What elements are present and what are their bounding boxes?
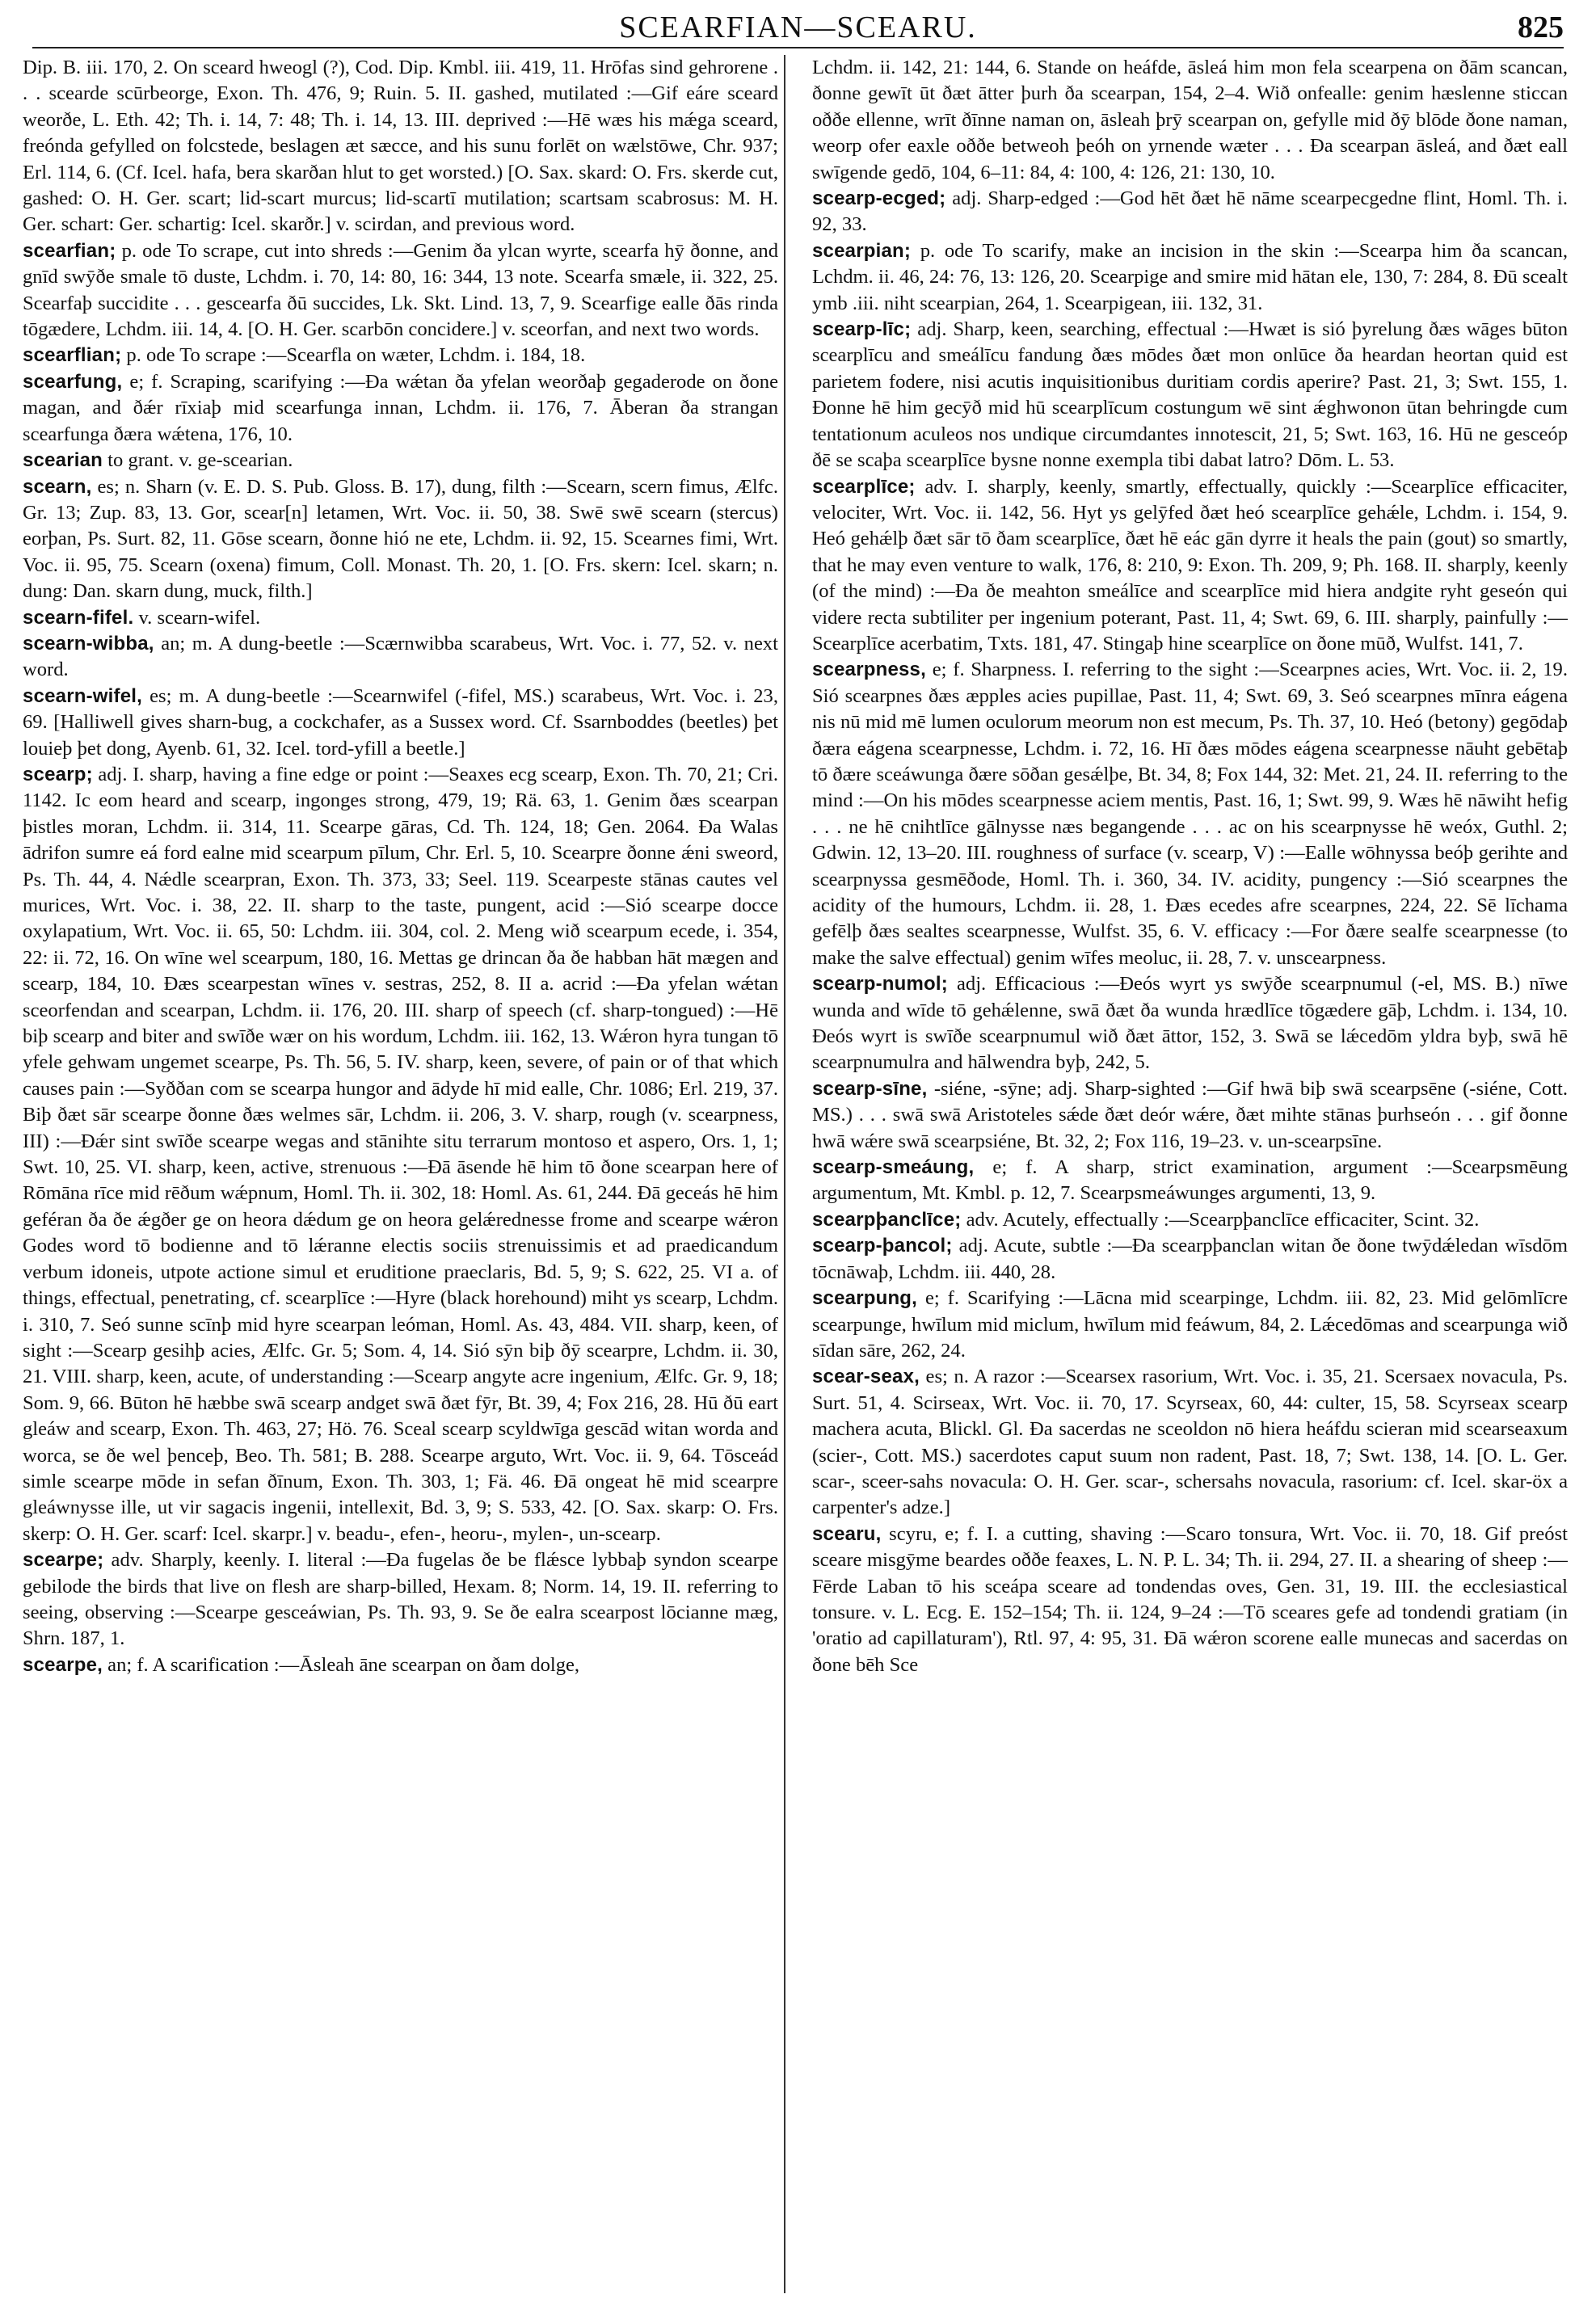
dictionary-entry <box>812 317 1568 474</box>
dictionary-entry <box>23 1547 778 1652</box>
dictionary-entry <box>812 1076 1568 1155</box>
entry-headword: scearpe; <box>23 1549 104 1572</box>
dictionary-entry <box>812 1207 1568 1233</box>
entry-text: es; n. A razor :—Scearsex rasorium, Wrt. Voc. i. 35, 21. Scersaex novacula, Ps. Surt. 51, 4. Scirseax, Wrt. Voc. ii. 70, 17. Scyrseax, 60, 44: culter, 15, 58. Scyrseax scearp machera acuta, Blickl. Gl. Ða sacerdas ne sceoldon nō hiera heáfdu scieran mid scearseaxum (scier-, Cott. MS.) sacerdotes caput suum non radent, Past. 18, 7; Swt. 138, 14. [O. L. Ger. scar-, sceer-sahs novacula: O. H. Ger. scar-, schersahs novacula, rasorium: cf. Icel. skar-öx a carpenter's adze.] <box>812 1366 1568 1519</box>
entry-headword: scearp; <box>23 763 93 785</box>
dictionary-entry <box>812 1364 1568 1521</box>
entry-headword: scearfung, <box>23 370 123 393</box>
dictionary-entry <box>23 448 778 474</box>
entry-text: adj. Sharp, keen, searching, effectual :—Hwæt is sió þyrelung ðæs wāges būton scearplīcu and smeálīcu fandung ðæs mōdes ðæt mon onlūce ða heardan heortan quid est parietem fodere, nisi acutis inquisitionibus duritiam cordis aperire? Past. 21, 3; Swt. 155, 1. Ðonne hē him gecȳð mid hū scearplīcum costungum wē sint ǽghwonon ūtan behringde cum tentationum aculeos nos undique circumdantes innotescit, 21, 5; Swt. 163, 16. Hū ne gesceóp ðē se scaþa scearplīce bysne nonne exempla tibi dabat latro? Dōm. L. 53. <box>812 318 1568 472</box>
left-column <box>23 55 778 2301</box>
entry-text: adj. Sharp-edged :—God hēt ðæt hē nāme scearpecgedne flint, Homl. Th. i. 92, 33. <box>812 187 1568 236</box>
dictionary-entry <box>812 1155 1568 1207</box>
dictionary-entry <box>23 631 778 684</box>
entry-headword: scearp-sīne, <box>812 1077 928 1100</box>
entry-text: e; f. Scarifying :—Lācna mid scearpinge, Lchdm. iii. 82, 23. Mid gelōmlīcre scearpunge, hwīlum mid miclum, hwīlum mid feáwum, 84, 2. Lǽcedōmas and scearpunga wið sīdan sāre, 262, 24. <box>812 1287 1568 1362</box>
entry-text: p. ode To scrape, cut into shreds :—Genim ða ylcan wyrte, scearfa hȳ ðonne, and gnīd swȳðe smale tō duste, Lchdm. i. 70, 14: 80, 16: 344, 13 note. Scearfa smæle, ii. 322, 25. Scearfaþ succidite . . . gescearfa ðū succides, Lk. Skt. Lind. 13, 7, 9. Scearfige ealle ðās rinda tōgædere, Lchdm. iii. 14, 4. [O. H. Ger. scarbōn concidere.] v. sceorfan, and next two words. <box>23 239 778 341</box>
entry-headword: scearpung, <box>812 1287 918 1310</box>
dictionary-entry <box>23 474 778 605</box>
entry-headword: scearn-wibba, <box>23 632 154 655</box>
entry-headword: scearp-smeáung, <box>812 1156 975 1179</box>
entry-text: es; n. Sharn (v. E. D. S. Pub. Gloss. B. 17), dung, filth :—Scearn, scern fimus, Ælfc. Gr. 13; Zup. 83, 13. Gor, scear[n] letamen, Wrt. Voc. ii. 50, 38. Swē swē scearn (stercus) eorþan, Ps. Surt. 82, 11. Gōse scearn, ðonne hió ne ete, Lchdm. ii. 92, 15. Scearnes fimi, Wrt. Voc. ii. 95, 75. Scearn (oxena) fimum, Coll. Monast. Th. 20, 1. [O. Frs. skern: Icel. skarn; n. dung: Dan. skarn dung, muck, filth.] <box>23 475 778 603</box>
dictionary-entry <box>812 186 1568 238</box>
entry-text: adv. Sharply, keenly. I. literal :—Ða fugelas ðe be flǽsce lybbaþ syndon scearpe gebilode the birds that live on flesh are sharp-billed, Hexam. 8; Norm. 14, 19. II. referring to seeing, observing :—Scearpe gesceáwian, Ps. Th. 93, 9. Se ðe ealra scearpost lōcianne mæg, Shrn. 187, 1. <box>23 1549 778 1650</box>
entry-headword: scearpian; <box>812 239 912 262</box>
dictionary-entry <box>23 1652 778 1678</box>
entry-headword: scear-seax, <box>812 1366 920 1388</box>
entry-headword: scearplīce; <box>812 475 916 498</box>
entry-text: es; m. A dung-beetle :—Scearnwifel (-fifel, MS.) scarabeus, Wrt. Voc. i. 23, 69. [Halliwell gives sharn-bug, a cockchafer, as a Sussex word. Cf. Ssarnboddes (beetles) þet louieþ þet dong, Ayenb. 61, 32. Icel. tord-yfill a beetle.] <box>23 684 778 760</box>
entry-text: scyru, e; f. I. a cutting, shaving :—Scaro tonsura, Wrt. Voc. ii. 70, 18. Gif preóst sceare misgȳme beardes oððe feaxes, L. N. P. L. 34; Th. ii. 294, 27. II. a shearing of sheep :—Fērde Laban tō his sceápa sceare ad tondendas oves, Gen. 31, 19. III. the ecclesiastical tonsure. v. L. Ecg. E. 152–154; Th. ii. 124, 9–24 :—Tō sceares gefe ad tondendi gratiam (in 'oratio ad capillaturam'), Rtl. 97, 4: 95, 31. Ðā wǽron scorene ealle munecas and sacerdas on ðone bēh Sce <box>812 1522 1568 1676</box>
entry-headword: scearp-ecged; <box>812 187 946 210</box>
dictionary-entry <box>23 684 778 762</box>
entry-text: p. ode To scrape :—Scearfla on wæter, Lchdm. i. 184, 18. <box>126 344 586 367</box>
entry-text: to grant. v. ge-scearian. <box>107 449 293 472</box>
dictionary-entry <box>812 1233 1568 1286</box>
entry-headword: scearian <box>23 449 103 472</box>
entry-text: Lchdm. ii. 142, 21: 144, 6. Stande on heáfde, āsleá him mon fela scearpena on ðām scancan, ðonne gewīt ūt ðæt ātter þurh ða scearpan, 154, 2–4. Wið onfealle: genim hæslenne sticcan oððe ellenne, wrīt ðīnne naman on, āsleah þrȳ scearpan on, gefylle mid ðȳ blōde ðone naman, weorp ofer eaxle oððe betweoh þeóh on yrnende wæter . . . Ða scearpan āsleá, and ðæt eall swīgende gedō, 104, 6–11: 84, 4: 100, 4: 126, 21: 130, 10. <box>812 57 1568 183</box>
dictionary-entry <box>812 55 1568 186</box>
entry-text: an; f. A scarification :—Āsleah āne scearpan on ðam dolge, <box>107 1653 580 1676</box>
page-title: SCEARFIAN—SCEARU. <box>619 11 977 44</box>
dictionary-entry <box>23 238 778 343</box>
entry-text: adj. Acute, subtle :—Ða scearpþanclan witan ðe ðone twȳdǽledan wīsdōm tōcnāwaþ, Lchdm. iii. 440, 28. <box>812 1235 1568 1283</box>
entry-headword: scearpness, <box>812 659 926 681</box>
dictionary-entry <box>812 238 1568 317</box>
running-head <box>32 10 1564 48</box>
entry-text: e; f. A sharp, strict examination, argument :—Scearpsmēung argumentum, Mt. Kmbl. p. 12, 7. Scearpsmeáwunges argumenti, 13, 9. <box>812 1156 1568 1205</box>
dictionary-entry <box>23 762 778 1547</box>
entry-headword: scearu, <box>812 1522 882 1545</box>
entry-text: adj. Efficacious :—Ðeós wyrt ys swȳðe scearpnumul (-el, MS. B.) nīwe wunda and wīde tō gehǽlenne, swā ðæt ða wunda hrædlīce tōgædere gāþ, Lchdm. i. 134, 10. Ðeós wyrt is swīðe scearpnumul wið ðæt āttor, 152, 3. Swā se lǽcedōm yldra byþ, swā hē scearpnumulra and hālwendra byþ, 242, 5. <box>812 973 1568 1074</box>
entry-headword: scearp-þancol; <box>812 1235 953 1257</box>
dictionary-entry <box>23 55 778 238</box>
entry-headword: scearpe, <box>23 1653 103 1676</box>
dictionary-entry <box>812 971 1568 1076</box>
right-column <box>812 55 1568 2301</box>
entry-headword: scearflian; <box>23 344 122 367</box>
entry-text: an; m. A dung-beetle :—Scærnwibba scarabeus, Wrt. Voc. i. 77, 52. v. next word. <box>23 632 778 681</box>
entry-headword: scearp-numol; <box>812 973 948 996</box>
entry-text: adv. I. sharply, keenly, smartly, effectually, quickly :—Scearplīce efficaciter, velociter, Wrt. Voc. ii. 142, 56. Hyt ys gelȳfed ðæt heó scearplīce gehǽle, Lchdm. i. 154, 9. Heó gehǽlþ ðæt sār tō ðam scearplīce, ðæt hē eác gān dyrre it heals the pain (gout) so smartly, that he may even venture to walk, 176, 8: 210, 9: Exon. Th. 209, 9; Ph. 168. II. sharply, keenly (of the mind) :—Ða ðe meahton smeálīce and scearplīce mid hiera andgite ryht geseón qui videre recta subtiliter per ingenium poterant, Past. 11, 4; Swt. 69, 6. III. sharply, painfully :—Scearplīce acerbatim, Txts. 181, 47. Stingaþ hine scearplīce on ðone mūð, Wulfst. 141, 7. <box>812 475 1568 655</box>
column-divider <box>784 55 785 2293</box>
entry-headword: scearn-fifel. <box>23 606 134 629</box>
dictionary-entry <box>812 1522 1568 1678</box>
entry-text: e; f. Sharpness. I. referring to the sight :—Scearpnes acies, Wrt. Voc. ii. 2, 19. Sió scearpnes ðæs æpples acies pupillae, Past. 11, 4; Swt. 69, 3. Seó scearpnes mīnra eágena nis nū mid mē lumen oculorum meorum non est mecum, Ps. Th. 37, 10. Heó (betony) gegōdaþ ðæra eágena scearpnesse, Lchdm. i. 72, 16. Hī ðæs mōdes eágena scearpnesse nāuht gebētaþ tō ðære sceáwunga ðære sōðan gesǽlþe, Bt. 34, 8; Fox 144, 32: Met. 21, 24. II. referring to the mind :—On his mōdes scearpnesse aciem mentis, Past. 16, 1; Swt. 99, 9. Wæs hē nāwiht hefig . . . ne hē cnihtlīce gālnysse næs begangende . . . ac on his scearpnysse hē weóx, Guthl. 2; Gdwin. 12, 13–20. III. roughness of surface (v. scearp, V) :—Ealle wōhnyssa beóþ gerihte and scearpnyssa gesmēðode, Homl. Th. i. 360, 34. IV. acidity, pungency :—Sió scearpnes the acidity of the humours, Lchdm. ii. 28, 1. Ðæs ecedes afre scearpnes, 224, 22. Sē līchama gefēlþ ðæs sealtes scearpnesse, Wulfst. 35, 6. V. efficacy :—For ðære sealfe scearpnesse (to make the salve effectual) genim wīfes meoluc, ii. 28, 7. v. unscearpness. <box>812 659 1568 969</box>
entry-headword: scearp-līc; <box>812 318 912 341</box>
entry-text: e; f. Scraping, scarifying :—Ða wǽtan ða yfelan weorðaþ gegaderode on ðone magan, and ðǽr rīxiaþ mid scearfunga innan, Lchdm. ii. 176, 7. Āberan ða strangan scearfunga ðæra wǽtena, 176, 10. <box>23 370 778 445</box>
entry-text: -siéne, -sȳne; adj. Sharp-sighted :—Gif hwā biþ swā scearpsēne (-siéne, Cott. MS.) . . . swā swā Aristoteles sǽde ðæt deór wǽre, ðæt mihte stānas þurhseón . . . gif ðonne hwā wǽre swā scearpsiéne, Bt. 32, 2; Fox 116, 19–23. v. un-scearpsīne. <box>812 1077 1568 1152</box>
entry-headword: scearn-wifel, <box>23 684 142 707</box>
entry-text: adj. I. sharp, having a fine edge or point :—Seaxes ecg scearp, Exon. Th. 70, 21; Cri. 1142. Ic eom heard and scearp, ingonges strong, 479, 19; Rä. 63, 1. Genim ðæs scearpan þistles moran, Lchdm. ii. 314, 11. Scearpe gāras, Cd. Th. 124, 18; Gen. 2064. Ða Walas ādrifon sumre eá ford ealne mid scearpum pīlum, Chr. Erl. 5, 10. Scearpre ðonne ǽni sweord, Ps. Th. 44, 4. Nǽdle scearpran, Exon. Th. 373, 33; Seel. 119. Scearpeste stānas cautes vel murices, Wrt. Voc. i. 38, 22. II. sharp to the taste, pungent, acid :—Sió scearpe docce oxylapatium, Wrt. Voc. ii. 65, 50: Lchdm. iii. 304, col. 2. Meng wið scearpum ecede, i. 354, 22: ii. 72, 16. On wīne wel scearpum, 180, 16. Mettas ge drincan ða ðe habban hāt mægen and scearp, 184, 10. Ðæs scearpestan wīnes v. sestras, 252, 8. II a. acrid :—Ða yfelan wǽtan sceorfendan and scearpan, Lchdm. ii. 176, 20. III. sharp of speech (cf. sharp-tongued) :—Hē biþ scearp and biter and swīðe wær on his wordum, Lchdm. iii. 162, 13. Wǽron hyra tungan tō yfele gehwam ungemet scearpe, Ps. Th. 56, 5. IV. sharp, keen, severe, of pain or of that which causes pain :—Syððan com se scearpa hungor and ādyde hī mid ealle, Chr. 1086; Erl. 219, 37. Biþ ðæt sār scearpe ðonne ðæs welmes sār, Lchdm. ii. 206, 3. V. sharp, rough (v. scearpness, III) :—Ðǽr sint swīðe scearpe wegas and stānihte situ terrarum montoso et aspero, Ors. 1, 1; Swt. 10, 25. VI. sharp, keen, active, strenuous :—Ðā āsende hē him tō ðone scearpan here of Rōmāna rīce mid rēðum wǽpnum, Homl. Th. ii. 302, 18: Homl. As. 61, 244. Ðā geceás hē him geféran ða ðe ǽgðer ge on heora dǽdum ge on heora gelǽrednesse frome and scearpe wǽron Godes word tō bodienne and tō lǽranne electis sociis strenuissimis et ad praedicandum verbum idoneis, utpote actione simul et eruditione praeclaris, Bd. 5, 9; S. 622, 25. VI a. of things, effectual, penetrating, cf. scearplīce :—Hyre (black horehound) miht ys scearp, Lchdm. i. 310, 7. Seó sunne scīnþ mid hyre scearpan leóman, Homl. As. 43, 484. VII. sharp, keen, of sight :—Scearp gesihþ acies, Ælfc. Gr. 5; Som. 4, 14. Sió sȳn biþ ðȳ scearpre, Lchdm. ii. 30, 21. VIII. sharp, keen, acute, of understanding :—Scearp angyte acre ingenium, Ælfc. Gr. 9, 18; Som. 9, 66. Būton hē hæbbe swā scearp andget swā ðæt fȳr, Bt. 39, 4; Fox 216, 28. Hū ðū eart gleáw and scearp, Exon. Th. 463, 27; Hö. 76. Sceal scearp scyldwīga gescād witan worda and worca, se ðe wel þenceþ, Beo. Th. 581; B. 288. Scearpe arguto, Wrt. Voc. ii. 9, 64. Tōsceád simle scearpe mōde in sefan ðīnum, Exon. Th. 303, 1; Fä. 46. Ðā ongeat hē mid scearpre gleáwnysse ille, ut vir sagacis ingenii, intellexit, Bd. 3, 9; S. 533, 42. [O. Sax. skarp: O. Frs. skerp: O. H. Ger. scarf: Icel. skarpr.] v. beadu-, efen-, heoru-, mylen-, un-scearp. <box>23 763 778 1545</box>
dictionary-entry <box>23 369 778 448</box>
entry-text: adv. Acutely, effectually :—Scearpþanclīce efficaciter, Scint. 32. <box>966 1208 1480 1231</box>
dictionary-entry <box>812 1286 1568 1364</box>
dictionary-entry <box>23 605 778 631</box>
page-number: 825 <box>1518 11 1564 44</box>
entry-text: Dip. B. iii. 170, 2. On sceard hweogl (?), Cod. Dip. Kmbl. iii. 419, 11. Hrōfas sind gehrorene . . . scearde scūrbeorge, Exon. Th. 476, 9; Ruin. 5. II. gashed, mutilated :—Gif eáre sceard weorðe, L. Eth. 42; Th. i. 14, 7: 48; Th. i. 14, 13. III. deprived :—Hē wæs his mǽga sceard, freónda gefylled on folcstede, beslagen æt sæcce, and his sunu forlēt on wælstōwe, Chr. 937; Erl. 114, 6. (Cf. Icel. hafa, bera skarðan hlut to get worsted.) [O. Sax. skard: O. Frs. skerde cut, gashed: O. H. Ger. scart; lid-scart murcus; lid-scartī mutilation; scartsam scabrosus: M. H. Ger. schart: Ger. schartig: Icel. skarðr.] v. scirdan, and previous word. <box>23 57 778 236</box>
entry-headword: scearfian; <box>23 239 116 262</box>
dictionary-entry <box>812 474 1568 658</box>
dictionary-entry <box>812 657 1568 971</box>
entry-headword: scearn, <box>23 475 92 498</box>
dictionary-entry <box>23 343 778 368</box>
entry-text: p. ode To scarify, make an incision in the skin :—Scearpa him ða scancan, Lchdm. ii. 46, 24: 76, 13: 126, 20. Scearpige and smire mid hātan ele, 130, 7: 284, 8. Ðū scealt ymb .iii. niht scearpian, 264, 1. Scearpigean, iii. 132, 31. <box>812 239 1568 314</box>
entry-text: v. scearn-wifel. <box>138 606 261 629</box>
entry-headword: scearpþanclīce; <box>812 1208 962 1231</box>
